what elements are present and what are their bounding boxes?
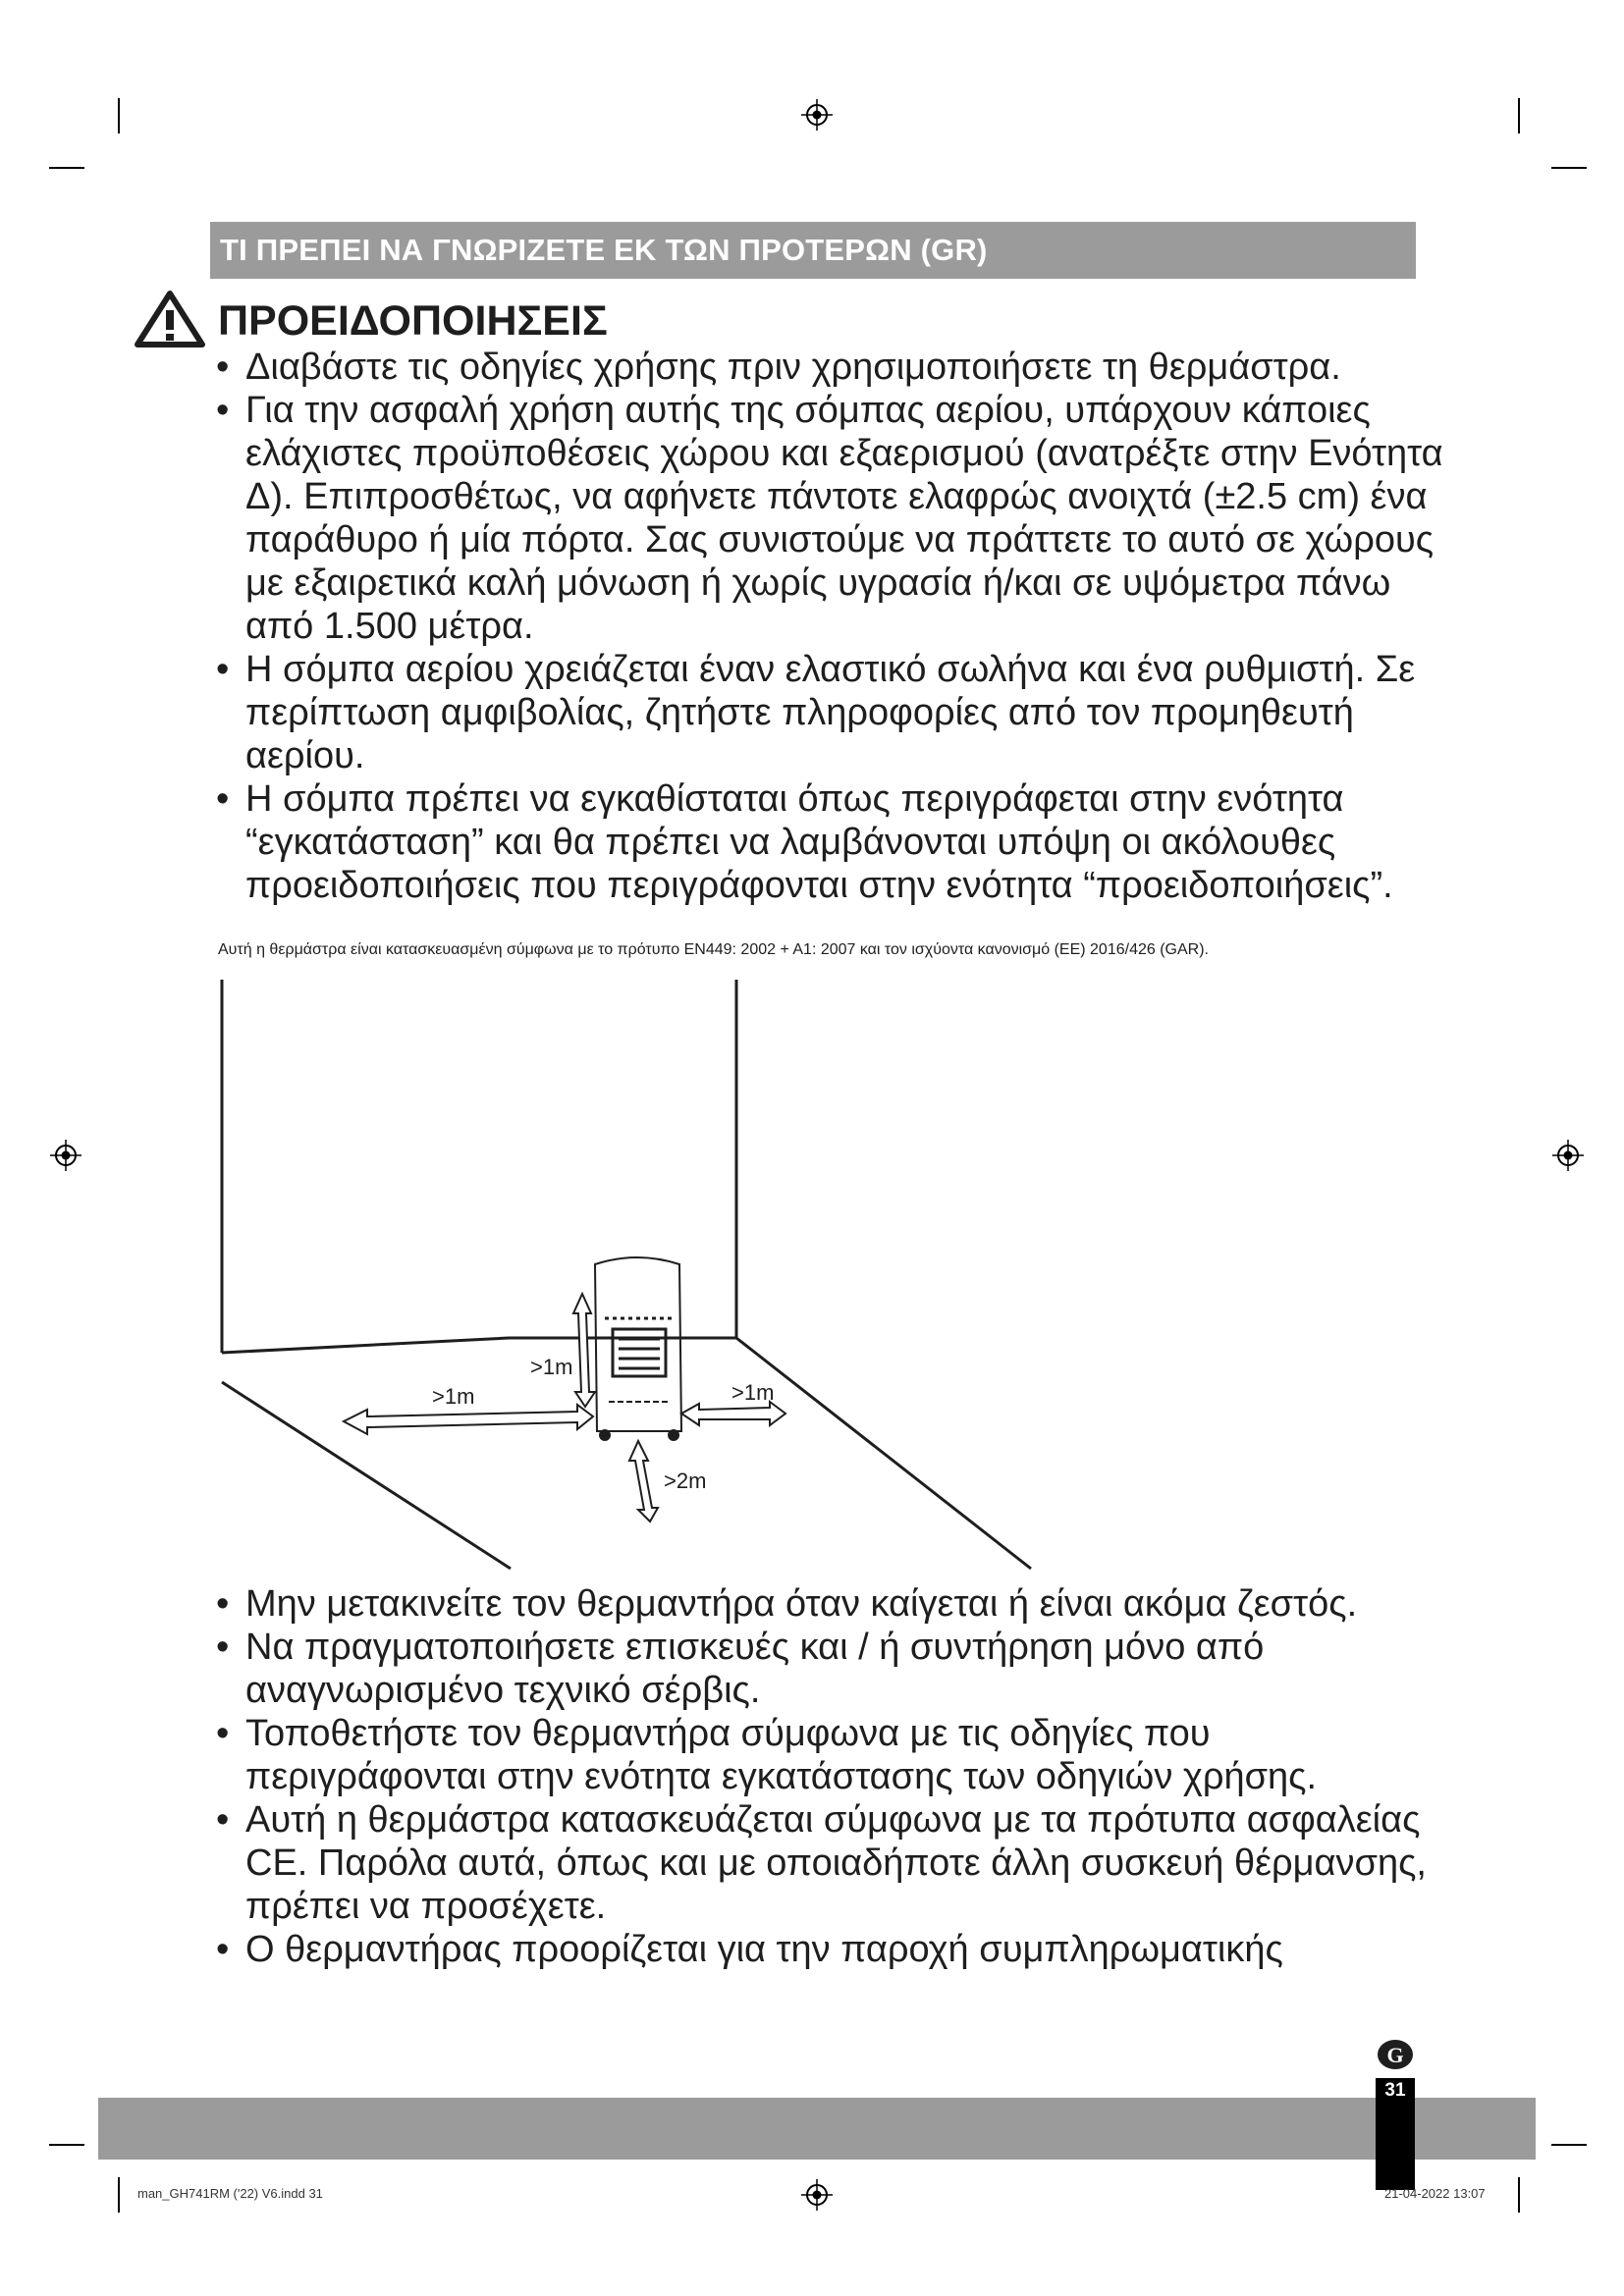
- print-date: 21-04-2022 13:07: [1384, 2186, 1486, 2201]
- language-badge: [1376, 2038, 1415, 2071]
- page-number: 31: [1384, 2080, 1406, 2101]
- crop-mark: [1518, 2177, 1520, 2213]
- footer-bar: [98, 2098, 1536, 2160]
- list-item: • Αυτή η θερμάστρα κατασκευάζεται σύμφωνα με τα πρότυπα ασφαλείας CE. Παρόλα αυτά, όπως και με οποιαδήποτε άλλη συσκευή θέρμανσης, πρέπει να προσέχετε.: [216, 1798, 1443, 1928]
- crop-mark: [118, 98, 120, 133]
- warnings-title: ΠΡΟΕΙΔΟΠΟΙΗΣΕΙΣ: [218, 297, 608, 345]
- list-item: • Η σόμπα αερίου χρειάζεται έναν ελαστικό σωλήνα και ένα ρυθμιστή. Σε περίπτωση αμφιβολίας, ζητήστε πληροφορίες από τον προμηθευτή αερίου.: [216, 648, 1443, 777]
- file-info: man_GH741RM ('22) V6.indd 31: [137, 2186, 323, 2201]
- warnings-list: [216, 346, 1443, 907]
- registration-mark-icon: [800, 2178, 834, 2212]
- heater-icon: [595, 1257, 681, 1440]
- top-clearance-label: >1m: [530, 1355, 573, 1379]
- language-badge-letter: G: [1386, 2043, 1404, 2067]
- list-item: • Μην μετακινείτε τον θερμαντήρα όταν καίγεται ή είναι ακόμα ζεστός.: [216, 1582, 1443, 1626]
- crop-mark: [49, 167, 84, 169]
- crop-mark: [49, 2144, 84, 2146]
- clearance-arrows: [344, 1294, 785, 1522]
- front-clearance-label: >2m: [664, 1468, 707, 1493]
- list-item: • Για την ασφαλή χρήση αυτής της σόμπας αερίου, υπάρχουν κάποιες ελάχιστες προϋποθέσεις χώρου και εξαερισμού (ανατρέξτε στην Ενότητα Δ). Επιπροσθέτως, να αφήνετε πάντοτε ελαφρώς ανοιχτά (±2.5 cm) ένα παράθυρο ή μία πόρτα. Σας συνιστούμε να πράττετε το αυτό σε χώρους με εξαιρετικά καλή μόνωση ή χωρίς υγρασία ή/και σε υψόμετρα πάνω από 1.500 μέτρα.: [216, 389, 1443, 648]
- crop-mark: [1551, 167, 1587, 169]
- list-item: • Η σόμπα πρέπει να εγκαθίσταται όπως περιγράφεται στην ενότητα “εγκατάσταση” και θα πρέπει να λαμβάνονται υπόψη οι ακόλουθες προειδοποιήσεις που περιγράφονται στην ενότητα “προειδοποιήσεις”.: [216, 777, 1443, 907]
- right-clearance-label: >1m: [731, 1380, 775, 1405]
- room-corner-lines: [222, 980, 1031, 1569]
- crop-mark: [1518, 98, 1520, 133]
- standards-note: Αυτή η θερμάστρα είναι κατασκευασμένη σύμφωνα με το πρότυπο EN449: 2002 + A1: 2007 και τον ισχύοντα κανονισμό (ΕΕ) 2016/426 (GAR).: [218, 941, 1209, 958]
- registration-mark-icon: [49, 1139, 82, 1172]
- list-item: • Διαβάστε τις οδηγίες χρήσης πριν χρησιμοποιήσετε τη θερμάστρα.: [216, 346, 1443, 389]
- registration-mark-icon: [1551, 1139, 1585, 1172]
- list-item: • Τοποθετήστε τον θερμαντήρα σύμφωνα με τις οδηγίες που περιγράφονται στην ενότητα εγκατάστασης των οδηγιών χρήσης.: [216, 1712, 1443, 1798]
- left-clearance-label: >1m: [432, 1384, 475, 1409]
- registration-mark-icon: [800, 98, 834, 132]
- list-item: • Να πραγματοποιήσετε επισκευές και / ή συντήρηση μόνο από αναγνωρισμένο τεχνικό σέρβις.: [216, 1626, 1443, 1712]
- warning-triangle-icon: [135, 291, 205, 347]
- safety-list: [216, 1582, 1443, 1971]
- crop-mark: [1551, 2144, 1587, 2146]
- section-header-title: ΤΙ ΠΡΕΠΕΙ ΝΑ ΓΝΩΡΙΖΕΤΕ ΕΚ ΤΩΝ ΠΡΟΤΕΡΩΝ (GR): [220, 233, 988, 267]
- clearance-diagram: [196, 970, 1041, 1578]
- crop-mark: [118, 2177, 120, 2213]
- list-item: • Ο θερμαντήρας προορίζεται για την παροχή συμπληρωματικής: [216, 1928, 1443, 1971]
